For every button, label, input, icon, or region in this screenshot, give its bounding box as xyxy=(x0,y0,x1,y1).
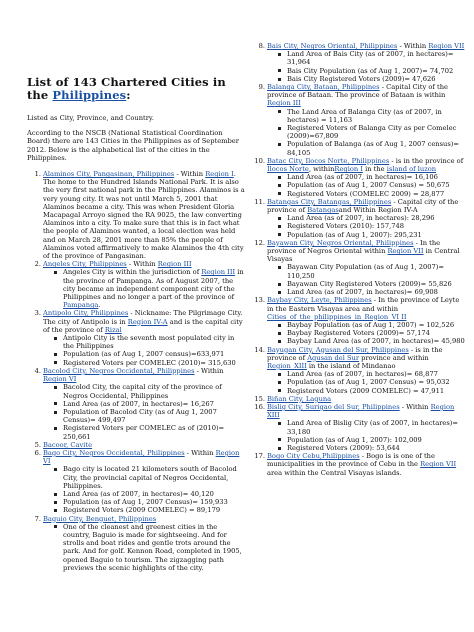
region-link[interactable]: Region III xyxy=(201,268,236,277)
bullet-item: Land Area (as of 2007, in hectares)= 16,106 xyxy=(287,173,465,181)
philippines-link[interactable]: Philippines xyxy=(52,88,127,102)
bullet-list xyxy=(267,173,465,198)
province-link[interactable]: Batangas xyxy=(307,206,339,215)
bullet-item: Land Area of Bislig City (as of 2007, in hectares)= 33,180 xyxy=(287,419,465,435)
region-link[interactable]: Region I xyxy=(334,165,363,174)
city-item-bacolod: 4. Bacolod City, Negros Occidental, Philippines - Within Region VI Bacolod City, the capital city of the province of Negros Occidental, Philippines Land Area (as of 2007, in hectares)= 16,267 Population of Bacolod City (as of Aug 1, 2007 Census)= 499,497 Registered Voters per COMELEC as of (2010)= 250,661 xyxy=(27,367,245,441)
city-item-baguio xyxy=(27,515,245,572)
item-number: 6. xyxy=(34,448,41,457)
city-item-antipolo: 3. Antipolo City, Philippines - Nickname: The Pilgrimage City. The city of Antipolo is in Region IV-A and is the capital city of the province of Rizal Antipolo City is the seventh most populated city in the Philippines Population (as of Aug 1, 2007 census)=633,971 Registered Voters per COMELEC (2010)= 315,630 xyxy=(27,309,245,366)
city-item-bayawan: 12. Bayawan City, Negros Oriental, Philippines - In the province of Negros Oriental within Region VII in Central Visayas Bayawan City Population (as of Aug 1, 2007)= 110,250 Bayawan City Registered Voters (2009)= 55,826 Land Area (as of 2007, in hectares)= 69,908 xyxy=(251,239,465,296)
bullet-list xyxy=(267,108,465,157)
city-list-right xyxy=(251,42,465,477)
item-number: 8. xyxy=(258,42,265,50)
bullet-item: Antipolo City is the seventh most populated city in the Philippines xyxy=(63,334,245,350)
bullet-list xyxy=(43,334,245,367)
bullet-item: Baybay Registered Voters (2009)= 57,174 xyxy=(287,329,465,337)
bullet-item: Population (as of Aug 1, 2007 Census)= 159,933 xyxy=(63,498,245,506)
bullet-item: Land Area (as of 2007, in hectares)= 40,120 xyxy=(63,490,245,498)
city-link-bacoor[interactable]: Bacoor, Cavite xyxy=(43,440,93,449)
city-item-bislig: 16. Bislig City, Surigao del Sur, Philippines - Within Region XIII Land Area of Bislig City (as of 2007, in hectares)= 33,180 Population (as of Aug 1, 2007): 102,009 Registered Voters (2009): 53,644 xyxy=(251,403,465,452)
bullet-item: Land Area of Bais City (as of 2007, in hectares)= 31,964 xyxy=(287,50,465,66)
region-link[interactable]: Region I xyxy=(205,170,234,179)
bullet-list xyxy=(267,370,465,395)
item-number: 5. xyxy=(34,440,41,449)
city-item-alaminos: 1. Alaminos City, Pangasinan, Philippines - Within Region I. The home to the Hundred Islands National Park. It is also the very first national park in the Philippines. Alaminos is a very young city. It was not until March 5, 2001 that Alaminos became a city. This was when President Gloria Macapagal Arroyo signed the RA 9025, the law converting Alaminos into a city. To make sure that this is in fact what the people of Alaminos wanted, a local election was held and on March 28, 2001 more than 85% the people of Alaminos voted affirmatively to make Alaminos the 4th city of the province of Pangasinan. xyxy=(27,170,245,260)
bullet-item: The Land Area of Balanga City (as of 2007, in hectares) = 11,163 xyxy=(287,108,465,124)
intro-paragraph: According to the NSCB (National Statistical Coordination Board) there are 143 Cities in the Philippines as of September 2012. Below is the alphabetical list of the cities in the Philippines. xyxy=(27,129,239,162)
bullet-item: Land Area (as of 2007, in hectares)= 69,908 xyxy=(287,288,465,296)
city-item-batangas: 11. Batangas City, Batangas, Philippines - Capital city of the province of Batangasand Within Region IV-A Land Area (as of 2007, in hectares): 28,296 Registered Voters (2010): 157,748 Population (as of Aug 1, 2007): 295,231 xyxy=(251,198,465,239)
region-link[interactable]: Region IV-A xyxy=(127,317,168,326)
city-item-bogo: 17. Bogo City Cebu,Philippines - Bogo is is one of the municipalities in the province of Cebu in the Region VII area within the Central Visayas islands. xyxy=(251,452,465,477)
region-link[interactable]: Region III xyxy=(267,99,301,108)
city-list-left xyxy=(27,170,245,572)
bullet-list xyxy=(267,321,465,346)
bullet-item: Registered Voters per COMELEC as of (2010)= 250,661 xyxy=(63,424,245,440)
item-number: 7. xyxy=(34,514,41,523)
bullet-item: Bayawan City Population (as of Aug 1, 2007)= 110,250 xyxy=(287,263,465,279)
city-link-bislig[interactable]: Bislig City, Surigao del Sur, Philippines xyxy=(267,402,400,411)
item-number: 2. xyxy=(34,260,41,269)
bullet-item: Land Area (as of 2007, in hectares)= 16,267 xyxy=(63,400,245,408)
right-column xyxy=(251,0,465,477)
city-item-bacoor xyxy=(27,441,245,449)
city-item-angeles: 2. Angeles City, Philippines - Within Region III Angeles City is within the jurisdiction of Region III in the province of Pampanga. As of August 2007, the city became an independent component city of the Philippines and no longer a part of the province of Pampanga. xyxy=(27,260,245,309)
subtitle: Listed as City, Province, and Country. xyxy=(27,114,154,122)
bullet-list xyxy=(267,50,465,83)
bullet-item: Registered Voters (2009 COMELEC) = 89,179 xyxy=(63,506,245,514)
bullet-item: Bacolod City, the capital city of the province of Negros Occidental, Philippines xyxy=(63,383,245,399)
bullet-list xyxy=(267,419,465,452)
city-link-batac[interactable]: Batac City, Ilocos Norte, Philippines xyxy=(267,156,390,165)
city-item-balanga: 9. Balanga City, Bataan, Philippines - Capital City of the province of Bataan. The province of Bataan is within Region III The Land Area of Balanga City (as of 2007, in hectares) = 11,163 Registered Voters of Balanga City as per Comelec (2009)=67,809 Population of Balanga (as of Aug 1, 2007 census)= 84,105 xyxy=(251,83,465,157)
city-link-bogo[interactable]: Bogo City Cebu,Philippines xyxy=(267,452,360,461)
bullet-item: Registered Voters (2010): 157,748 xyxy=(287,222,465,230)
bullet-item: Angeles City is within the jurisdiction of Region III in the province of Pampanga. As of August 2007, the city became an independent component city of the Philippines and no longer a part of the province of Pampanga. xyxy=(63,268,244,310)
island-link[interactable]: island of luzon xyxy=(386,165,437,174)
item-number: 13. xyxy=(254,296,265,305)
item-number: 4. xyxy=(34,366,41,375)
region-link[interactable]: Region VII xyxy=(387,247,424,256)
item-number: 3. xyxy=(34,309,41,318)
city-link-balanga[interactable]: Balanga City, Bataan, Philippines xyxy=(267,83,380,92)
document-title: List of 143 Chartered Cities in the Philippines: xyxy=(27,75,226,102)
bullet-item: Registered Voters (2009): 53,644 xyxy=(287,444,465,452)
city-item-bayugan: 14. Bayugan City, Agusan del Sur, Philippines - is in the province of Agusan del Sur province and within Region_XIII in the island of Mindanao Land Area (as of 2007, in hectares)= 68,877 Population (as of Aug 1, 2007 Census) = 95,032 Registered Voters (2009 COMELEC) = 47,911 xyxy=(251,346,465,395)
left-column xyxy=(27,0,245,572)
bullet-list xyxy=(267,214,465,239)
region-link[interactable]: Region VII xyxy=(428,42,465,50)
city-link-baybay[interactable]: Baybay City, Leyte, Philippines xyxy=(267,296,372,305)
bullet-item: Population (as of Aug 1, 2007 Census) = 95,032 xyxy=(287,378,465,386)
city-link-batangas[interactable]: Batangas City, Batangas, Philippines xyxy=(267,197,392,206)
region-link[interactable]: Region VI xyxy=(43,448,240,466)
bullet-item: One of the cleanest and greenest cities in the country, Baguio is made for sightseeing. And for strolls and boat rides and gentle trots around the park. And for golf. Kennon Road, completed in 1905, opened Baguio to tourism. The zigzagging path previews the scenic highlights of the city. xyxy=(63,523,245,572)
city-link-angeles[interactable]: Angeles City, Philippines xyxy=(43,260,127,269)
item-number: 12. xyxy=(254,238,265,247)
item-number: 14. xyxy=(254,345,265,354)
city-item-baybay: 13. Baybay City, Leyte, Philippines - In the province of Leyte in the Eastern Visayas area and within Cities_of_the_philippines_in_Region_VI II Baybay Population (as of Aug 1, 2007) = 102,526 Baybay Registered Voters (2009)= 57,174 Baybay Land Area (as of 2007, in hectares)= 45,980 xyxy=(251,296,465,345)
region-link[interactable]: Cities_of_the_philippines_in_Region_VI II xyxy=(267,312,407,321)
city-link-bacolod[interactable]: Bacolod City, Negros Occidental, Philippines xyxy=(43,366,195,375)
bullet-item: Population (as of Aug 1, 2007 Census) = 50,675 xyxy=(287,181,465,189)
bullet-item: Population (as of Aug 1, 2007): 102,009 xyxy=(287,436,465,444)
city-link-alaminos[interactable]: Alaminos City, Pangasinan, Philippines xyxy=(43,170,175,179)
city-item-batac: 10. Batac City, Ilocos Norte, Philippines - is in the province of Ilocos Norte, withinRegion I in the island of luzon Land Area (as of 2007, in hectares)= 16,106 Population (as of Aug 1, 2007 Census) = 50,675 Registered Voters (COMELEC 2009) = 28,877 xyxy=(251,157,465,198)
bullet-list xyxy=(43,465,245,514)
bullet-item: Land Area (as of 2007, in hectares): 28,296 xyxy=(287,214,465,222)
bullet-item: Baybay Population (as of Aug 1, 2007) = 102,526 xyxy=(287,321,465,329)
bullet-item: Land Area (as of 2007, in hectares)= 68,877 xyxy=(287,370,465,378)
item-number: 15. xyxy=(254,394,265,403)
bullet-list xyxy=(43,268,245,309)
bullet-list xyxy=(43,523,245,572)
item-number: 1. xyxy=(34,170,41,179)
bullet-list xyxy=(267,263,465,296)
bullet-item: Population of Bacolod City (as of Aug 1, 2007 Census)= 499,497 xyxy=(63,408,245,424)
region-link[interactable]: Region_XIII xyxy=(267,361,307,370)
province-link[interactable]: Rizal xyxy=(104,325,122,334)
bullet-item: Population (as of Aug 1, 2007): 295,231 xyxy=(287,231,465,239)
bullet-item: Bayawan City Registered Voters (2009)= 55,826 xyxy=(287,280,465,288)
region-link[interactable]: Region VII xyxy=(420,460,457,469)
bullet-item: Bais City Registered Voters (2009)= 47,626 xyxy=(287,75,465,83)
province-link[interactable]: Agusan del Sur xyxy=(307,353,360,362)
item-number: 17. xyxy=(254,452,265,461)
city-link-antipolo[interactable]: Antipolo City, Philippines xyxy=(43,309,129,318)
city-link-binan[interactable]: Biñan City, Laguna xyxy=(267,394,332,403)
bullet-item: Bago city is located 21 kilometers south of Bacolod City, the provincial capital of Negros Occidental, Philippines. xyxy=(63,465,245,490)
item-number: 10. xyxy=(254,156,265,165)
bullet-item: Registered Voters of Balanga City as per Comelec (2009)=67,809 xyxy=(287,124,465,140)
bullet-item: Population (as of Aug 1, 2007 census)=633,971 xyxy=(63,350,245,358)
bullet-item: Baybay Land Area (as of 2007, in hectares)= 45,980 xyxy=(287,337,465,346)
city-item-bais: 8. Bais City, Negros Oriental, Philippines - Within Region VII Land Area of Bais City (as of 2007, in hectares)= 31,964 Bais City Population (as of Aug 1, 2007)= 74,702 Bais City Registered Voters (2009)= 47,626 xyxy=(251,42,465,83)
city-link-baguio[interactable]: Baguio City, Benguet, Philippines xyxy=(43,514,157,523)
city-link-bayugan[interactable]: Bayugan City, Agusan del Sur, Philippines xyxy=(267,345,409,354)
city-item-bago: 6. Bago City, Negros Occidental, Philippines - Within Region VI Bago city is located 21 kilometers south of Bacolod City, the provincial capital of Negros Occidental, Philippines. Land Area (as of 2007, in hectares)= 40,120 Population (as of Aug 1, 2007 Census)= 159,933 Registered Voters (2009 COMELEC) = 89,179 xyxy=(27,449,245,515)
city-link-bayawan[interactable]: Bayawan City, Negros Oriental, Philippines xyxy=(267,238,414,247)
bullet-list xyxy=(43,383,245,440)
bullet-item: Registered Voters (2009 COMELEC) = 47,911 xyxy=(287,387,465,395)
bullet-item: Registered Voters (COMELEC 2009) = 28,877 xyxy=(287,190,465,198)
item-number: 9. xyxy=(258,83,265,92)
bullet-item: Population of Balanga (as of Aug 1, 2007 census)= 84,105 xyxy=(287,140,465,156)
province-link[interactable]: Ilocos Norte xyxy=(267,165,309,174)
region-link[interactable]: Region XIII xyxy=(267,402,455,420)
item-number: 11. xyxy=(254,197,265,206)
column-spacer xyxy=(251,0,465,42)
region-link[interactable]: Region III xyxy=(157,260,192,269)
bullet-item: Bais City Population (as of Aug 1, 2007)= 74,702 xyxy=(287,67,465,75)
city-link-bago[interactable]: Bago City, Negros Occidental, Philippines xyxy=(43,448,185,457)
item-number: 16. xyxy=(254,402,265,411)
bullet-item: Registered Voters per COMELEC (2010)= 315,630 xyxy=(63,359,245,367)
city-item-binan xyxy=(251,395,465,403)
region-link[interactable]: Region VI xyxy=(43,375,77,384)
province-link[interactable]: Pampanga xyxy=(63,301,99,310)
city-link-bais[interactable]: Bais City, Negros Oriental, Philippines xyxy=(267,42,398,50)
